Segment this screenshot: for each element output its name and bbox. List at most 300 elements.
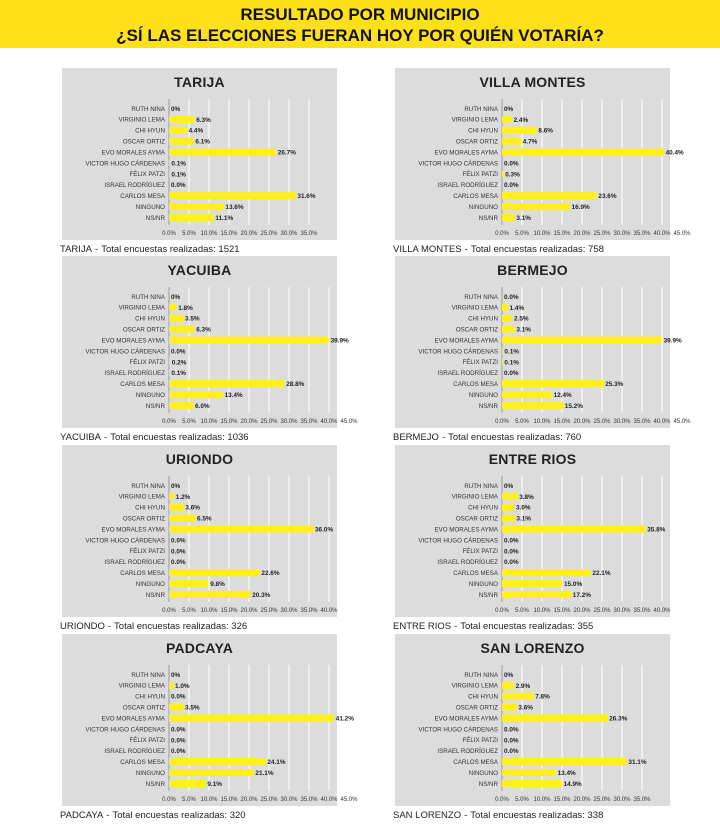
tick-label: 40.0% [320, 418, 338, 425]
caption-municipio: VILLA MONTES [393, 244, 462, 255]
category-label: OSCAR ORTIZ [455, 515, 498, 523]
category-label: CARLOS MESA [120, 758, 165, 766]
category-label: NS/NR [478, 214, 498, 222]
data-label: 0% [171, 293, 181, 301]
category-label: VICTOR HUGO CÁRDENAS [85, 537, 165, 545]
category-label: RUTH NINA [464, 105, 498, 113]
category-label: VIRGINIO LEMA [451, 493, 498, 501]
category-label: FÉLIX PATZI [129, 359, 165, 367]
category-label: EVO MORALES AYMA [434, 149, 498, 157]
caption-municipio: YACUIBA [60, 432, 102, 443]
tick-label: 30.0% [613, 230, 631, 237]
data-label: 4.7% [522, 138, 538, 146]
tick-label: 30.0% [613, 796, 631, 803]
category-label: NINGUNO [135, 391, 165, 399]
bar [502, 391, 552, 398]
tick-label: 45.0% [340, 418, 358, 425]
bar [169, 402, 193, 409]
chart-caption [60, 810, 246, 821]
data-label: 0.1% [171, 160, 186, 168]
chart-caption [60, 621, 247, 632]
data-label: 9.8% [210, 580, 225, 588]
category-label: VIRGINIO LEMA [118, 304, 165, 312]
data-label: 3.0% [516, 504, 531, 512]
data-label: 3.1% [516, 326, 531, 334]
chart-title: YACUIBA [167, 262, 232, 278]
chart-caption [60, 432, 249, 443]
category-label: EVO MORALES AYMA [101, 715, 165, 723]
category-label: CHI HYUN [135, 504, 165, 512]
data-label: 24.1% [267, 759, 286, 767]
caption-municipio: BERMEJO [393, 432, 439, 443]
bar [169, 391, 223, 398]
data-label: 0.0% [504, 737, 519, 745]
category-label: FÉLIX PATZI [462, 359, 498, 367]
tick-label: 25.0% [260, 418, 278, 425]
bar [502, 116, 512, 123]
tick-label: 35.0% [633, 796, 651, 803]
tick-label: 35.0% [300, 230, 318, 237]
tick-label: 0.0% [162, 796, 176, 803]
tick-label: 5.0% [515, 230, 529, 237]
caption-separator: - [106, 810, 110, 821]
bar-chart [62, 445, 337, 617]
category-label: NS/NR [145, 214, 165, 222]
tick-label: 35.0% [633, 230, 651, 237]
bar [169, 315, 183, 322]
category-label: RUTH NINA [131, 671, 165, 679]
category-label: VICTOR HUGO CÁRDENAS [85, 348, 165, 356]
bar [169, 714, 334, 721]
bar [502, 192, 596, 199]
tick-label: 40.0% [653, 607, 671, 614]
data-label: 0.0% [171, 693, 186, 701]
data-label: 0.0% [504, 726, 519, 734]
category-label: OSCAR ORTIZ [122, 138, 165, 146]
tick-label: 20.0% [240, 796, 258, 803]
category-label: VICTOR HUGO CÁRDENAS [418, 726, 498, 734]
category-label: FÉLIX PATZI [129, 171, 165, 179]
category-label: RUTH NINA [131, 482, 165, 490]
chart-caption [393, 621, 593, 632]
caption-total: Total encuestas realizadas: 326 [114, 621, 248, 632]
data-label: 2.4% [513, 116, 529, 124]
category-label: RUTH NINA [464, 671, 498, 679]
bar [169, 304, 176, 311]
chart-panel-yacuiba [62, 256, 358, 428]
data-label: 0.0% [504, 293, 519, 301]
bar [502, 326, 514, 333]
category-label: EVO MORALES AYMA [101, 526, 165, 534]
data-label: 25.3% [605, 381, 624, 389]
data-label: 39.9% [663, 337, 682, 345]
category-label: CARLOS MESA [453, 758, 498, 766]
data-label: 0.2% [171, 359, 187, 367]
caption-total: Total encuestas realizadas: 320 [112, 810, 246, 821]
data-label: 3.1% [516, 214, 531, 222]
bar [169, 493, 174, 500]
tick-label: 10.0% [200, 796, 218, 803]
tick-label: 20.0% [573, 418, 591, 425]
data-label: 12.4% [553, 391, 572, 399]
tick-label: 30.0% [280, 796, 298, 803]
data-label: 0% [171, 482, 181, 490]
bar [169, 358, 170, 365]
bar [502, 769, 556, 776]
data-label: 11.1% [215, 214, 234, 222]
caption-municipio: PADCAYA [60, 810, 104, 821]
chart-title: VILLA MONTES [479, 74, 586, 90]
tick-label: 5.0% [515, 418, 529, 425]
tick-label: 40.0% [320, 607, 338, 614]
bar [169, 580, 208, 587]
tick-label: 0.0% [495, 230, 509, 237]
tick-label: 45.0% [673, 418, 691, 425]
caption-separator: - [441, 432, 446, 443]
bar [169, 704, 183, 711]
bar-chart [395, 634, 670, 806]
bar-chart [395, 445, 670, 617]
data-label: 0% [504, 105, 514, 113]
data-label: 6.1% [195, 138, 210, 146]
data-label: 0.0% [171, 726, 186, 734]
bar [502, 682, 514, 689]
bar [502, 525, 645, 532]
tick-label: 35.0% [300, 796, 318, 803]
chart-caption [393, 810, 603, 821]
tick-label: 5.0% [182, 418, 196, 425]
caption-total: Total encuestas realizadas: 760 [448, 432, 582, 443]
category-label: NS/NR [145, 591, 165, 599]
data-label: 0.0% [171, 537, 186, 545]
data-label: 39.9% [330, 337, 349, 345]
category-label: NS/NR [478, 591, 498, 599]
bar [502, 170, 503, 177]
tick-label: 30.0% [613, 418, 631, 425]
bar-chart [62, 256, 358, 428]
category-label: OSCAR ORTIZ [122, 704, 165, 712]
category-label: ISRAEL RODRÍGUEZ [104, 559, 165, 567]
data-label: 20.3% [252, 591, 271, 599]
chart-title: BERMEJO [497, 262, 568, 278]
bar [502, 148, 664, 155]
category-label: CARLOS MESA [453, 380, 498, 388]
bar [169, 769, 253, 776]
category-label: ISRAEL RODRÍGUEZ [437, 182, 498, 190]
tick-label: 15.0% [220, 418, 238, 425]
bar [502, 504, 514, 511]
tick-label: 0.0% [495, 607, 509, 614]
category-label: FÉLIX PATZI [462, 737, 498, 745]
header-title: RESULTADO POR MUNICIPIO [240, 5, 480, 24]
chart-panel-san-lorenzo [395, 634, 670, 806]
bar [169, 203, 223, 210]
tick-label: 5.0% [515, 796, 529, 803]
data-label: 0.1% [504, 348, 519, 356]
data-label: 31.1% [628, 759, 647, 767]
data-label: 14.9% [563, 780, 582, 788]
data-label: 22.1% [592, 570, 611, 578]
data-label: 40.4% [665, 149, 684, 157]
caption-separator: - [464, 810, 468, 821]
data-label: 3.5% [185, 704, 200, 712]
bar [169, 780, 205, 787]
chart-panel-villa-montes [395, 68, 691, 240]
data-label: 0.0% [504, 160, 519, 168]
page-header [0, 0, 720, 48]
category-label: EVO MORALES AYMA [434, 337, 498, 345]
tick-label: 40.0% [320, 796, 338, 803]
category-label: VICTOR HUGO CÁRDENAS [418, 537, 498, 545]
category-label: CHI HYUN [135, 693, 165, 701]
category-label: VIRGINIO LEMA [451, 116, 498, 124]
data-label: 35.8% [647, 526, 666, 534]
chart-panel-uriondo [62, 445, 337, 617]
data-label: 3.5% [185, 315, 200, 323]
bar [502, 315, 512, 322]
chart-panel-tarija [62, 68, 337, 240]
data-label: 17.2% [572, 591, 591, 599]
bar [169, 380, 284, 387]
data-label: 9.1% [207, 780, 222, 788]
bar [502, 714, 607, 721]
bar [502, 214, 514, 221]
data-label: 13.6% [225, 203, 244, 211]
bar [169, 682, 173, 689]
bar [169, 138, 193, 145]
tick-label: 20.0% [573, 796, 591, 803]
category-label: RUTH NINA [464, 293, 498, 301]
chart-caption [393, 244, 604, 255]
bar [169, 214, 213, 221]
header-subtitle: ¿SÍ LAS ELECCIONES FUERAN HOY POR QUIÉN VOTARÍA? [116, 26, 604, 45]
tick-label: 30.0% [280, 418, 298, 425]
category-label: ISRAEL RODRÍGUEZ [104, 182, 165, 190]
bar [169, 336, 329, 343]
category-label: NINGUNO [135, 769, 165, 777]
bar-chart [62, 634, 358, 806]
bar [169, 515, 195, 522]
bar [502, 336, 662, 343]
category-label: CARLOS MESA [453, 569, 498, 577]
bar [502, 493, 517, 500]
tick-label: 25.0% [593, 418, 611, 425]
data-label: 0.1% [171, 370, 186, 378]
tick-label: 0.0% [162, 607, 176, 614]
category-label: ISRAEL RODRÍGUEZ [104, 748, 165, 756]
category-label: NINGUNO [135, 203, 165, 211]
data-label: 3.6% [185, 504, 200, 512]
category-label: NINGUNO [468, 580, 498, 588]
data-label: 15.0% [564, 580, 583, 588]
bar [169, 758, 265, 765]
data-label: 0.0% [504, 182, 519, 190]
tick-label: 25.0% [593, 607, 611, 614]
caption-separator: - [454, 621, 458, 632]
data-label: 15.2% [564, 402, 583, 410]
tick-label: 10.0% [200, 230, 218, 237]
caption-total: Total encuestas realizadas: 338 [470, 810, 604, 821]
category-label: CHI HYUN [468, 693, 498, 701]
tick-label: 10.0% [200, 418, 218, 425]
chart-caption [393, 432, 581, 443]
bar [502, 304, 508, 311]
tick-label: 10.0% [533, 418, 551, 425]
category-label: CARLOS MESA [120, 569, 165, 577]
category-label: EVO MORALES AYMA [434, 715, 498, 723]
bar [169, 116, 194, 123]
category-label: NINGUNO [468, 769, 498, 777]
caption-total: Total encuestas realizadas: 1521 [101, 244, 240, 255]
data-label: 0% [504, 482, 514, 490]
data-label: 6.3% [196, 116, 211, 124]
data-label: 1.8% [178, 304, 193, 312]
bar [502, 591, 571, 598]
data-label: 28.8% [286, 381, 305, 389]
data-label: 0.1% [504, 359, 519, 367]
data-label: 31.6% [297, 193, 316, 201]
category-label: NS/NR [478, 780, 498, 788]
category-label: ISRAEL RODRÍGUEZ [437, 370, 498, 378]
caption-separator: - [95, 244, 99, 255]
category-label: RUTH NINA [464, 482, 498, 490]
chart-title: SAN LORENZO [480, 640, 585, 656]
category-label: CHI HYUN [135, 315, 165, 323]
tick-label: 25.0% [260, 230, 278, 237]
category-label: FÉLIX PATZI [129, 737, 165, 745]
category-label: CHI HYUN [468, 127, 498, 135]
category-label: OSCAR ORTIZ [455, 326, 498, 334]
data-label: 0.0% [171, 548, 186, 556]
caption-municipio: ENTRE RIOS [393, 621, 452, 632]
category-label: NINGUNO [135, 580, 165, 588]
data-label: 0.1% [171, 171, 186, 179]
chart-caption [60, 244, 240, 255]
data-label: 2.5% [514, 315, 529, 323]
category-label: RUTH NINA [131, 293, 165, 301]
category-label: FÉLIX PATZI [462, 548, 498, 556]
bar [169, 148, 276, 155]
category-label: VIRGINIO LEMA [118, 493, 165, 501]
tick-label: 0.0% [162, 230, 176, 237]
category-label: EVO MORALES AYMA [101, 337, 165, 345]
tick-label: 0.0% [495, 796, 509, 803]
bar-chart [395, 68, 691, 240]
tick-label: 40.0% [653, 418, 671, 425]
data-label: 2.9% [515, 682, 531, 690]
tick-label: 25.0% [593, 796, 611, 803]
category-label: EVO MORALES AYMA [101, 149, 165, 157]
caption-separator: - [464, 244, 468, 255]
data-label: 6.3% [196, 326, 211, 334]
data-label: 0.0% [171, 748, 186, 756]
data-label: 0.0% [504, 537, 519, 545]
category-label: NINGUNO [468, 203, 498, 211]
tick-label: 5.0% [182, 796, 196, 803]
caption-separator: - [104, 432, 108, 443]
tick-label: 5.0% [182, 230, 196, 237]
tick-label: 10.0% [533, 796, 551, 803]
tick-label: 20.0% [573, 607, 591, 614]
data-label: 21.1% [255, 769, 274, 777]
category-label: CHI HYUN [468, 315, 498, 323]
data-label: 3.8% [519, 493, 534, 501]
caption-municipio: URIONDO [60, 621, 105, 632]
category-label: ISRAEL RODRÍGUEZ [437, 748, 498, 756]
data-label: 41.2% [335, 715, 354, 723]
data-label: 0% [504, 671, 514, 679]
tick-label: 45.0% [340, 796, 358, 803]
caption-municipio: SAN LORENZO [393, 810, 462, 821]
data-label: 1.2% [175, 493, 191, 501]
tick-label: 15.0% [553, 796, 571, 803]
data-label: 26.7% [277, 149, 296, 157]
data-label: 13.4% [557, 769, 576, 777]
category-label: VIRGINIO LEMA [118, 682, 165, 690]
bar [169, 525, 313, 532]
bar [169, 569, 259, 576]
category-label: FÉLIX PATZI [129, 548, 165, 556]
data-label: 0.3% [505, 171, 520, 179]
tick-label: 20.0% [240, 230, 258, 237]
bar [502, 127, 536, 134]
tick-label: 35.0% [300, 418, 318, 425]
tick-label: 0.0% [495, 418, 509, 425]
bar [502, 515, 514, 522]
data-label: 0.0% [504, 548, 519, 556]
bar-chart [395, 256, 691, 428]
bar [502, 780, 562, 787]
category-label: CARLOS MESA [120, 380, 165, 388]
bar-chart [62, 68, 337, 240]
bar [502, 138, 521, 145]
data-label: 0.0% [504, 748, 519, 756]
category-label: NINGUNO [468, 391, 498, 399]
category-label: OSCAR ORTIZ [122, 515, 165, 523]
data-label: 0.0% [171, 737, 186, 745]
tick-label: 20.0% [240, 607, 258, 614]
chart-title: ENTRE RIOS [488, 451, 577, 467]
tick-label: 15.0% [220, 796, 238, 803]
category-label: VICTOR HUGO CÁRDENAS [85, 726, 165, 734]
chart-panel-entre-rios [395, 445, 670, 617]
tick-label: 35.0% [633, 418, 651, 425]
tick-label: 25.0% [593, 230, 611, 237]
category-label: NS/NR [145, 780, 165, 788]
caption-total: Total encuestas realizadas: 758 [470, 244, 604, 255]
data-label: 1.4% [509, 304, 525, 312]
data-label: 22.6% [261, 570, 280, 578]
bar [169, 591, 250, 598]
tick-label: 10.0% [533, 230, 551, 237]
bar [502, 569, 590, 576]
bar [502, 402, 563, 409]
tick-label: 15.0% [220, 230, 238, 237]
tick-label: 15.0% [553, 230, 571, 237]
bar [169, 127, 187, 134]
bar [502, 704, 516, 711]
category-label: VICTOR HUGO CÁRDENAS [418, 348, 498, 356]
chart-title: PADCAYA [165, 640, 234, 656]
data-label: 0% [171, 105, 181, 113]
chart-title: URIONDO [165, 451, 234, 467]
caption-separator: - [107, 621, 112, 632]
data-label: 0% [171, 671, 181, 679]
category-label: NS/NR [478, 402, 498, 410]
tick-label: 15.0% [553, 418, 571, 425]
bar [169, 326, 194, 333]
tick-label: 35.0% [300, 607, 318, 614]
